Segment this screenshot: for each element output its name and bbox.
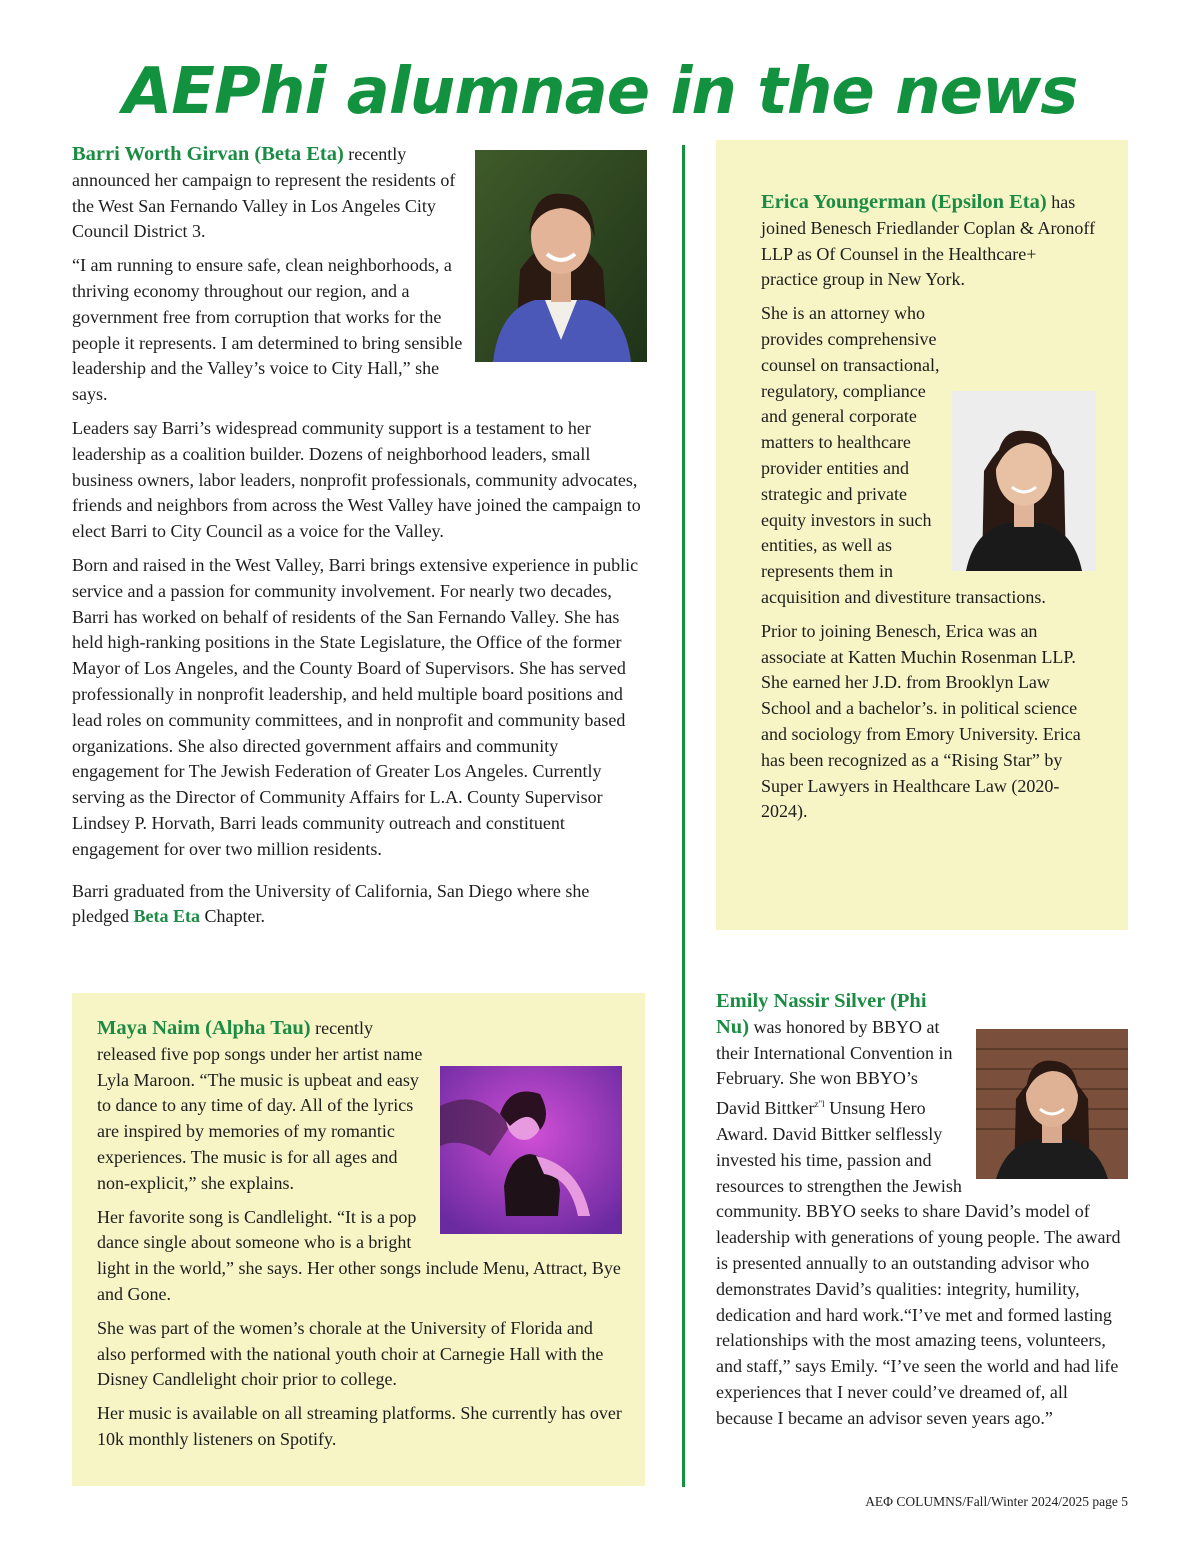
maya-photo xyxy=(440,1066,622,1234)
emily-superscript: z"l xyxy=(814,1099,825,1110)
article-barri xyxy=(72,142,647,938)
barri-paragraph-support: Leaders say Barri’s widespread community support is a testament to her leadership as a coalition builder. Dozens of neighborhood leaders, small business owners, labor leaders, nonprofit professionals, community advocates, friends and neighbors from across the West Valley have joined the campaign to elect Barri to City Council as a voice for the Valley. xyxy=(72,417,641,542)
maya-intro: recently released five pop songs under her artist name Lyla Maroon. “The music is upbeat and easy to dance to any time of day. All of the lyrics are inspired by memories of my romantic experiences. The music is for all ages and non-explicit,” she explains. xyxy=(97,1018,423,1193)
maya-name: Maya Naim (Alpha Tau) xyxy=(97,1017,311,1039)
barri-name: Barri Worth Girvan (Beta Eta) xyxy=(72,143,344,165)
maya-paragraph-favorite: Her favorite song is Candlelight. “It is a pop dance single about someone who is a bright light in the world,” she says. Her other songs include Menu, Attract, Bye and Gone. xyxy=(97,1206,621,1304)
barri-intro: recently announced her campaign to represent the residents of the West San Fernando Valley in Los Angeles City Council District 3. xyxy=(72,144,456,242)
maya-paragraph-streaming: Her music is available on all streaming platforms. She currently has over 10k monthly listeners on Spotify. xyxy=(97,1403,622,1449)
barri-grad-text: Barri graduated from the University of California, San Diego where she pledged xyxy=(72,880,590,927)
barri-chapter: Beta Eta xyxy=(133,906,200,927)
column-divider xyxy=(682,145,685,1487)
barri-paragraph-bio: Born and raised in the West Valley, Barri brings extensive experience in public service and a passion for community involvement. For nearly two decades, Barri has worked on behalf of residents of the San Fernando Valley. She has held high-ranking positions in the State Legislature, the Office of the former Mayor of Los Angeles, and the County Board of Supervisors. She has served professionally in nonprofit leadership, and held multiple board positions and lead roles on community committees, and in nonprofit and community based organizations. She also directed government affairs and community engagement for The Jewish Federation of Greater Los Angeles. Currently serving as the Director of Community Affairs for L.A. County Supervisor Lindsey P. Horvath, Barri leads community outreach and constituent engagement for over two million residents. xyxy=(72,554,639,859)
erica-paragraph-background: Prior to joining Benesch, Erica was an associate at Katten Muchin Rosenman LLP. She earned her J.D. from Brooklyn Law School and a bachelor’s. in political science and sociology from Emory University. Erica has been recognized as a “Rising Star” by Super Lawyers in Healthcare Law (2020-2024). xyxy=(761,620,1081,822)
erica-paragraph-practice: She is an attorney who provides comprehensive counsel on transactional, regulatory, compliance and general corporate matters to healthcare provider entities and strategic and private equity investors in such entities, as well as represents them in acquisition and divestiture transactions. xyxy=(761,303,1046,607)
erica-intro: has joined Benesch Friedlander Coplan & Aronoff LLP as Of Counsel in the Healthcare+ practice group in New York. xyxy=(761,192,1096,290)
emily-intro: was honored by BBYO at their International Convention in February. She won BBYO’s David Bittker xyxy=(716,1016,953,1119)
article-erica xyxy=(761,190,1096,833)
maya-paragraph-chorale: She was part of the women’s chorale at the University of Florida and also performed with the national youth choir at Carnegie Hall with the Disney Candlelight choir prior to college. xyxy=(97,1317,604,1390)
emily-photo xyxy=(976,1029,1128,1179)
barri-photo xyxy=(475,150,647,362)
page-title: AEPhi alumnae in the news xyxy=(122,55,1078,129)
article-emily xyxy=(716,989,1128,1440)
erica-name: Erica Youngerman (Epsilon Eta) xyxy=(761,191,1047,213)
barri-grad-end: Chapter. xyxy=(199,906,265,927)
page-footer: AEΦ COLUMNS/Fall/Winter 2024/2025 page 5 xyxy=(865,1494,1128,1509)
emily-rest: Unsung Hero Award. David Bittker selflessly invested his time, passion and resources to strengthen the Jewish community. BBYO seeks to share David’s model of leadership with generations of young people. The award is presented annually to an outstanding advisor who demonstrates David’s qualities: integrity, humility, dedication and hard work.“I’ve met and formed lasting relationships with the most amazing teens, volunteers, and staff,” says Emily. “I’ve seen the world and had life experiences that I never could’ve dreamed of, all because I became an advisor seven years ago.” xyxy=(716,1098,1121,1428)
barri-quote: “I am running to ensure safe, clean neighborhoods, a thriving economy throughout our region, and a government free from corruption that works for the people it represents. I am determined to bring sensible leadership and the Valley’s voice to City Hall,” she says. xyxy=(72,255,463,405)
article-maya xyxy=(97,1016,622,1461)
erica-photo xyxy=(952,391,1096,571)
emily-name: Emily Nassir Silver (Phi Nu) xyxy=(716,990,927,1038)
